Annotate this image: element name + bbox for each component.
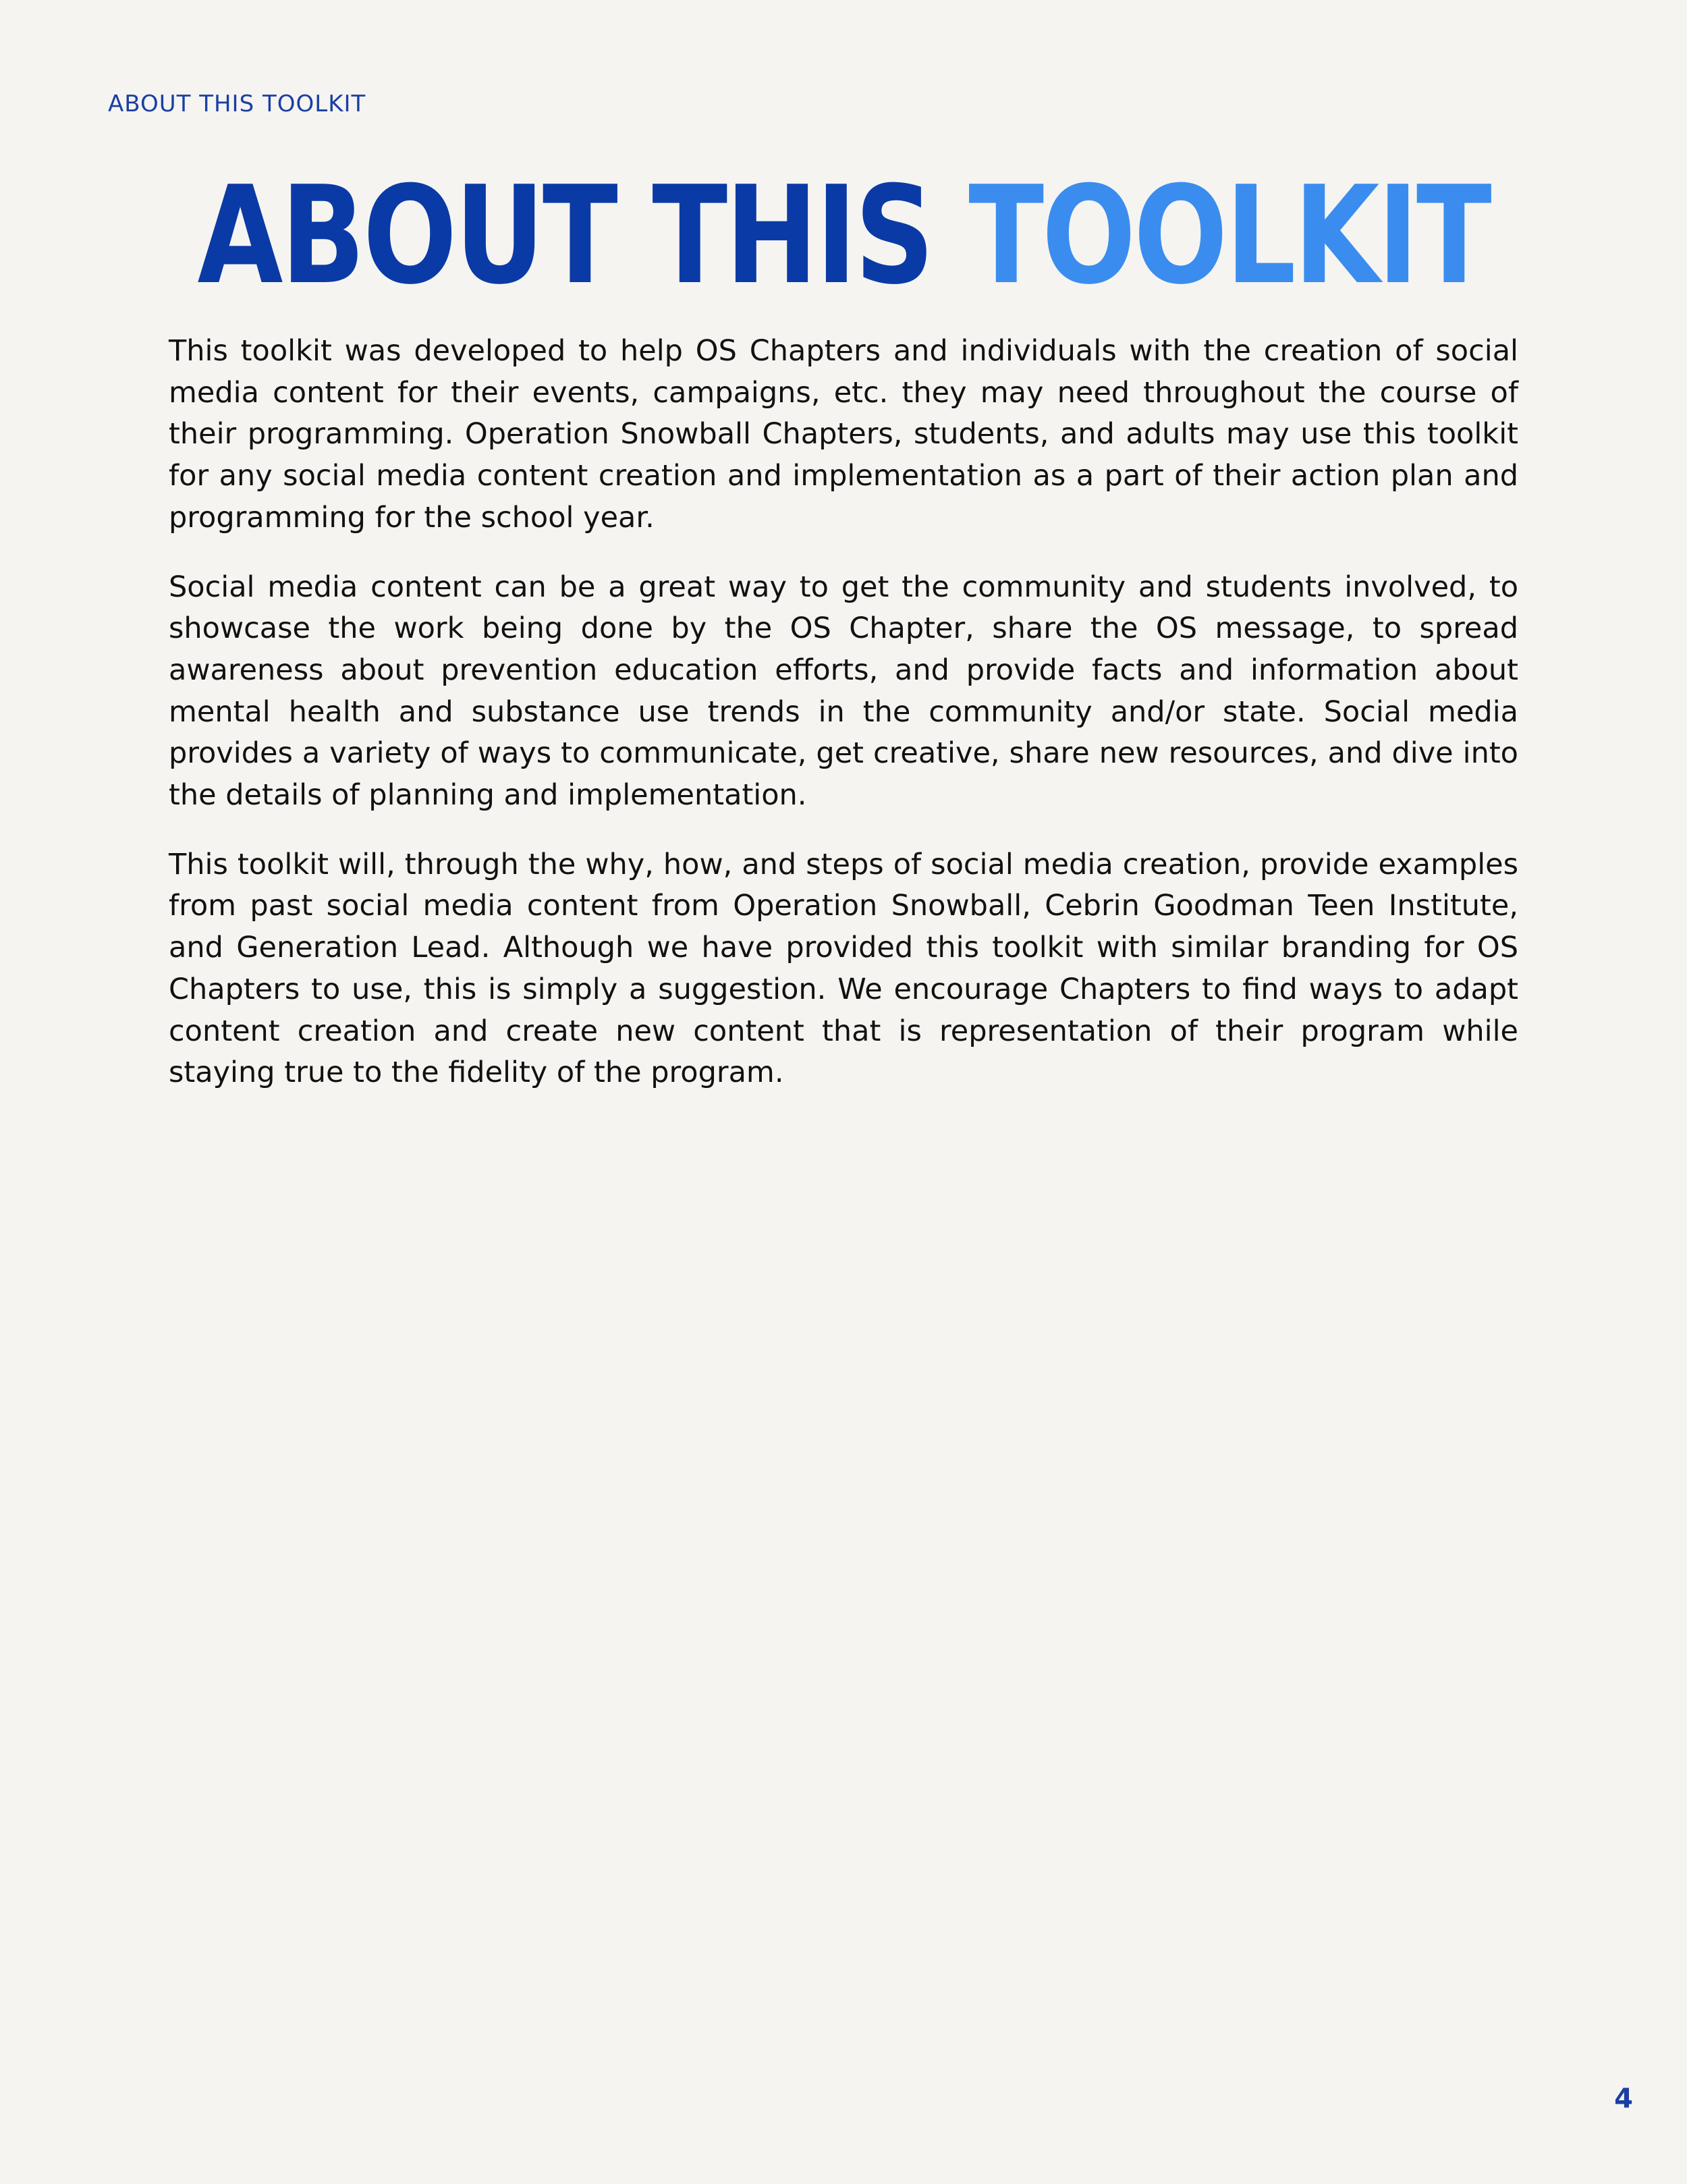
paragraph-benefits: Social media content can be a great way to get the community and students involved, to showcase the work being done by the OS Chapter, share the OS message, to spread awareness about prevention education efforts, and provide facts and information about mental health and substance use trends in the community and/or state. Social media provides a variety of ways to communicate, get creative, share new resources, and dive into the details of planning and implementation.: [169, 570, 1518, 813]
page-title: [152, 157, 1535, 315]
body-text: [169, 331, 1518, 1122]
page-title-part-dark: ABOUT THIS: [197, 157, 969, 315]
page-number: 4: [1614, 2083, 1633, 2114]
paragraph-intro: This toolkit was developed to help OS Chapters and individuals with the creation of social media content for their events, campaigns, etc. they may need throughout the course of their programming. Operation Snowball Chapters, students, and adults may use this toolkit for any social media content creation and implementation as a part of their action plan and programming for the school year.: [169, 334, 1518, 535]
page-title-part-light: TOOLKIT: [968, 157, 1490, 315]
running-header: ABOUT THIS TOOLKIT: [108, 90, 366, 117]
paragraph-contents: This toolkit will, through the why, how, and steps of social media creation, provide examples from past social media content from Operation Snowball, Cebrin Goodman Teen Institute, and Generation Lead. Although we have provided this toolkit with similar branding for OS Chapters to use, this is simply a suggestion. We encourage Chapters to find ways to adapt content creation and create new content that is representation of their program while staying true to the fidelity of the program.: [169, 847, 1518, 1090]
